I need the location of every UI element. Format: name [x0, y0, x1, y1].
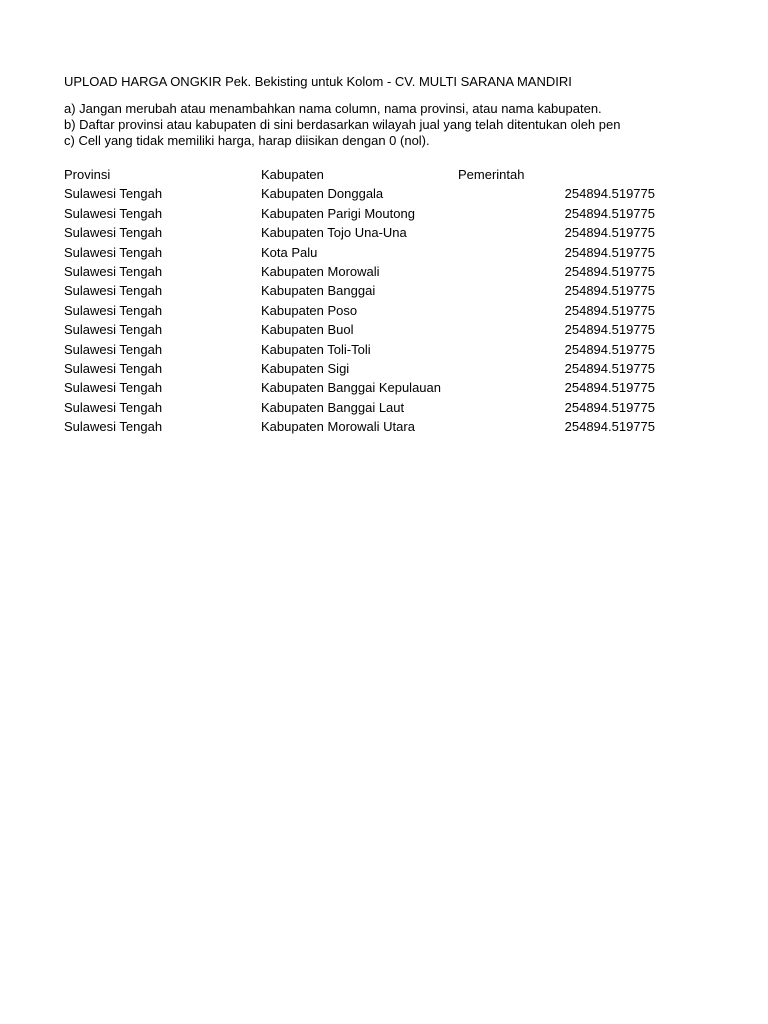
table-row — [64, 398, 724, 417]
table-row — [64, 378, 724, 397]
table-row — [64, 243, 724, 262]
table-body — [64, 184, 724, 436]
cell-kabupaten: Kabupaten Buol — [261, 322, 354, 338]
note-b: b) Daftar provinsi atau kabupaten di sini berdasarkan wilayah jual yang telah ditentukan oleh pen — [64, 117, 621, 132]
cell-provinsi: Sulawesi Tengah — [64, 380, 163, 396]
cell-kabupaten: Kabupaten Morowali Utara — [261, 419, 415, 435]
cell-provinsi: Sulawesi Tengah — [64, 419, 163, 435]
table-row — [64, 320, 724, 339]
table-row — [64, 301, 724, 320]
cell-harga: 254894.519775 — [564, 322, 655, 338]
cell-kabupaten: Kabupaten Sigi — [261, 360, 350, 376]
cell-provinsi: Sulawesi Tengah — [64, 205, 163, 221]
cell-provinsi: Sulawesi Tengah — [64, 186, 163, 202]
header-provinsi: Provinsi — [64, 167, 111, 182]
cell-harga: 254894.519775 — [564, 399, 655, 415]
cell-harga: 254894.519775 — [564, 419, 655, 435]
cell-provinsi: Sulawesi Tengah — [64, 341, 163, 357]
spreadsheet-page — [64, 72, 724, 436]
instruction-notes — [64, 101, 724, 149]
cell-harga: 254894.519775 — [564, 341, 655, 357]
cell-kabupaten: Kota Palu — [261, 244, 318, 260]
cell-provinsi: Sulawesi Tengah — [64, 263, 163, 279]
table-row — [64, 340, 724, 359]
cell-kabupaten: Kabupaten Morowali — [261, 263, 380, 279]
note-c: c) Cell yang tidak memiliki harga, harap diisikan dengan 0 (nol). — [64, 133, 430, 148]
cell-harga: 254894.519775 — [564, 263, 655, 279]
cell-kabupaten: Kabupaten Poso — [261, 302, 358, 318]
table-row — [64, 184, 724, 203]
cell-harga: 254894.519775 — [564, 302, 655, 318]
cell-kabupaten: Kabupaten Toli-Toli — [261, 341, 371, 357]
table-row — [64, 417, 724, 436]
cell-kabupaten: Kabupaten Parigi Moutong — [261, 205, 415, 221]
cell-provinsi: Sulawesi Tengah — [64, 244, 163, 260]
table-row — [64, 359, 724, 378]
note-a: a) Jangan merubah atau menambahkan nama column, nama provinsi, atau nama kabupaten. — [64, 101, 602, 116]
cell-harga: 254894.519775 — [564, 283, 655, 299]
table-row — [64, 223, 724, 242]
cell-kabupaten: Kabupaten Banggai Laut — [261, 399, 405, 415]
cell-kabupaten: Kabupaten Banggai Kepulauan — [261, 380, 441, 396]
cell-provinsi: Sulawesi Tengah — [64, 225, 163, 241]
cell-harga: 254894.519775 — [564, 360, 655, 376]
table-row — [64, 204, 724, 223]
header-pemerintah: Pemerintah — [458, 167, 525, 182]
header-kabupaten: Kabupaten — [261, 167, 324, 182]
table-header-row — [64, 165, 724, 184]
cell-kabupaten: Kabupaten Tojo Una-Una — [261, 225, 407, 241]
cell-kabupaten: Kabupaten Donggala — [261, 186, 384, 202]
cell-provinsi: Sulawesi Tengah — [64, 399, 163, 415]
cell-provinsi: Sulawesi Tengah — [64, 360, 163, 376]
cell-provinsi: Sulawesi Tengah — [64, 302, 163, 318]
price-table — [64, 165, 724, 436]
cell-provinsi: Sulawesi Tengah — [64, 283, 163, 299]
cell-harga: 254894.519775 — [564, 244, 655, 260]
cell-harga: 254894.519775 — [564, 186, 655, 202]
cell-kabupaten: Kabupaten Banggai — [261, 283, 376, 299]
cell-harga: 254894.519775 — [564, 205, 655, 221]
table-row — [64, 262, 724, 281]
cell-harga: 254894.519775 — [564, 225, 655, 241]
cell-provinsi: Sulawesi Tengah — [64, 322, 163, 338]
cell-harga: 254894.519775 — [564, 380, 655, 396]
table-row — [64, 281, 724, 300]
document-title: UPLOAD HARGA ONGKIR Pek. Bekisting untuk Kolom - CV. MULTI SARANA MANDIRI — [64, 74, 572, 89]
